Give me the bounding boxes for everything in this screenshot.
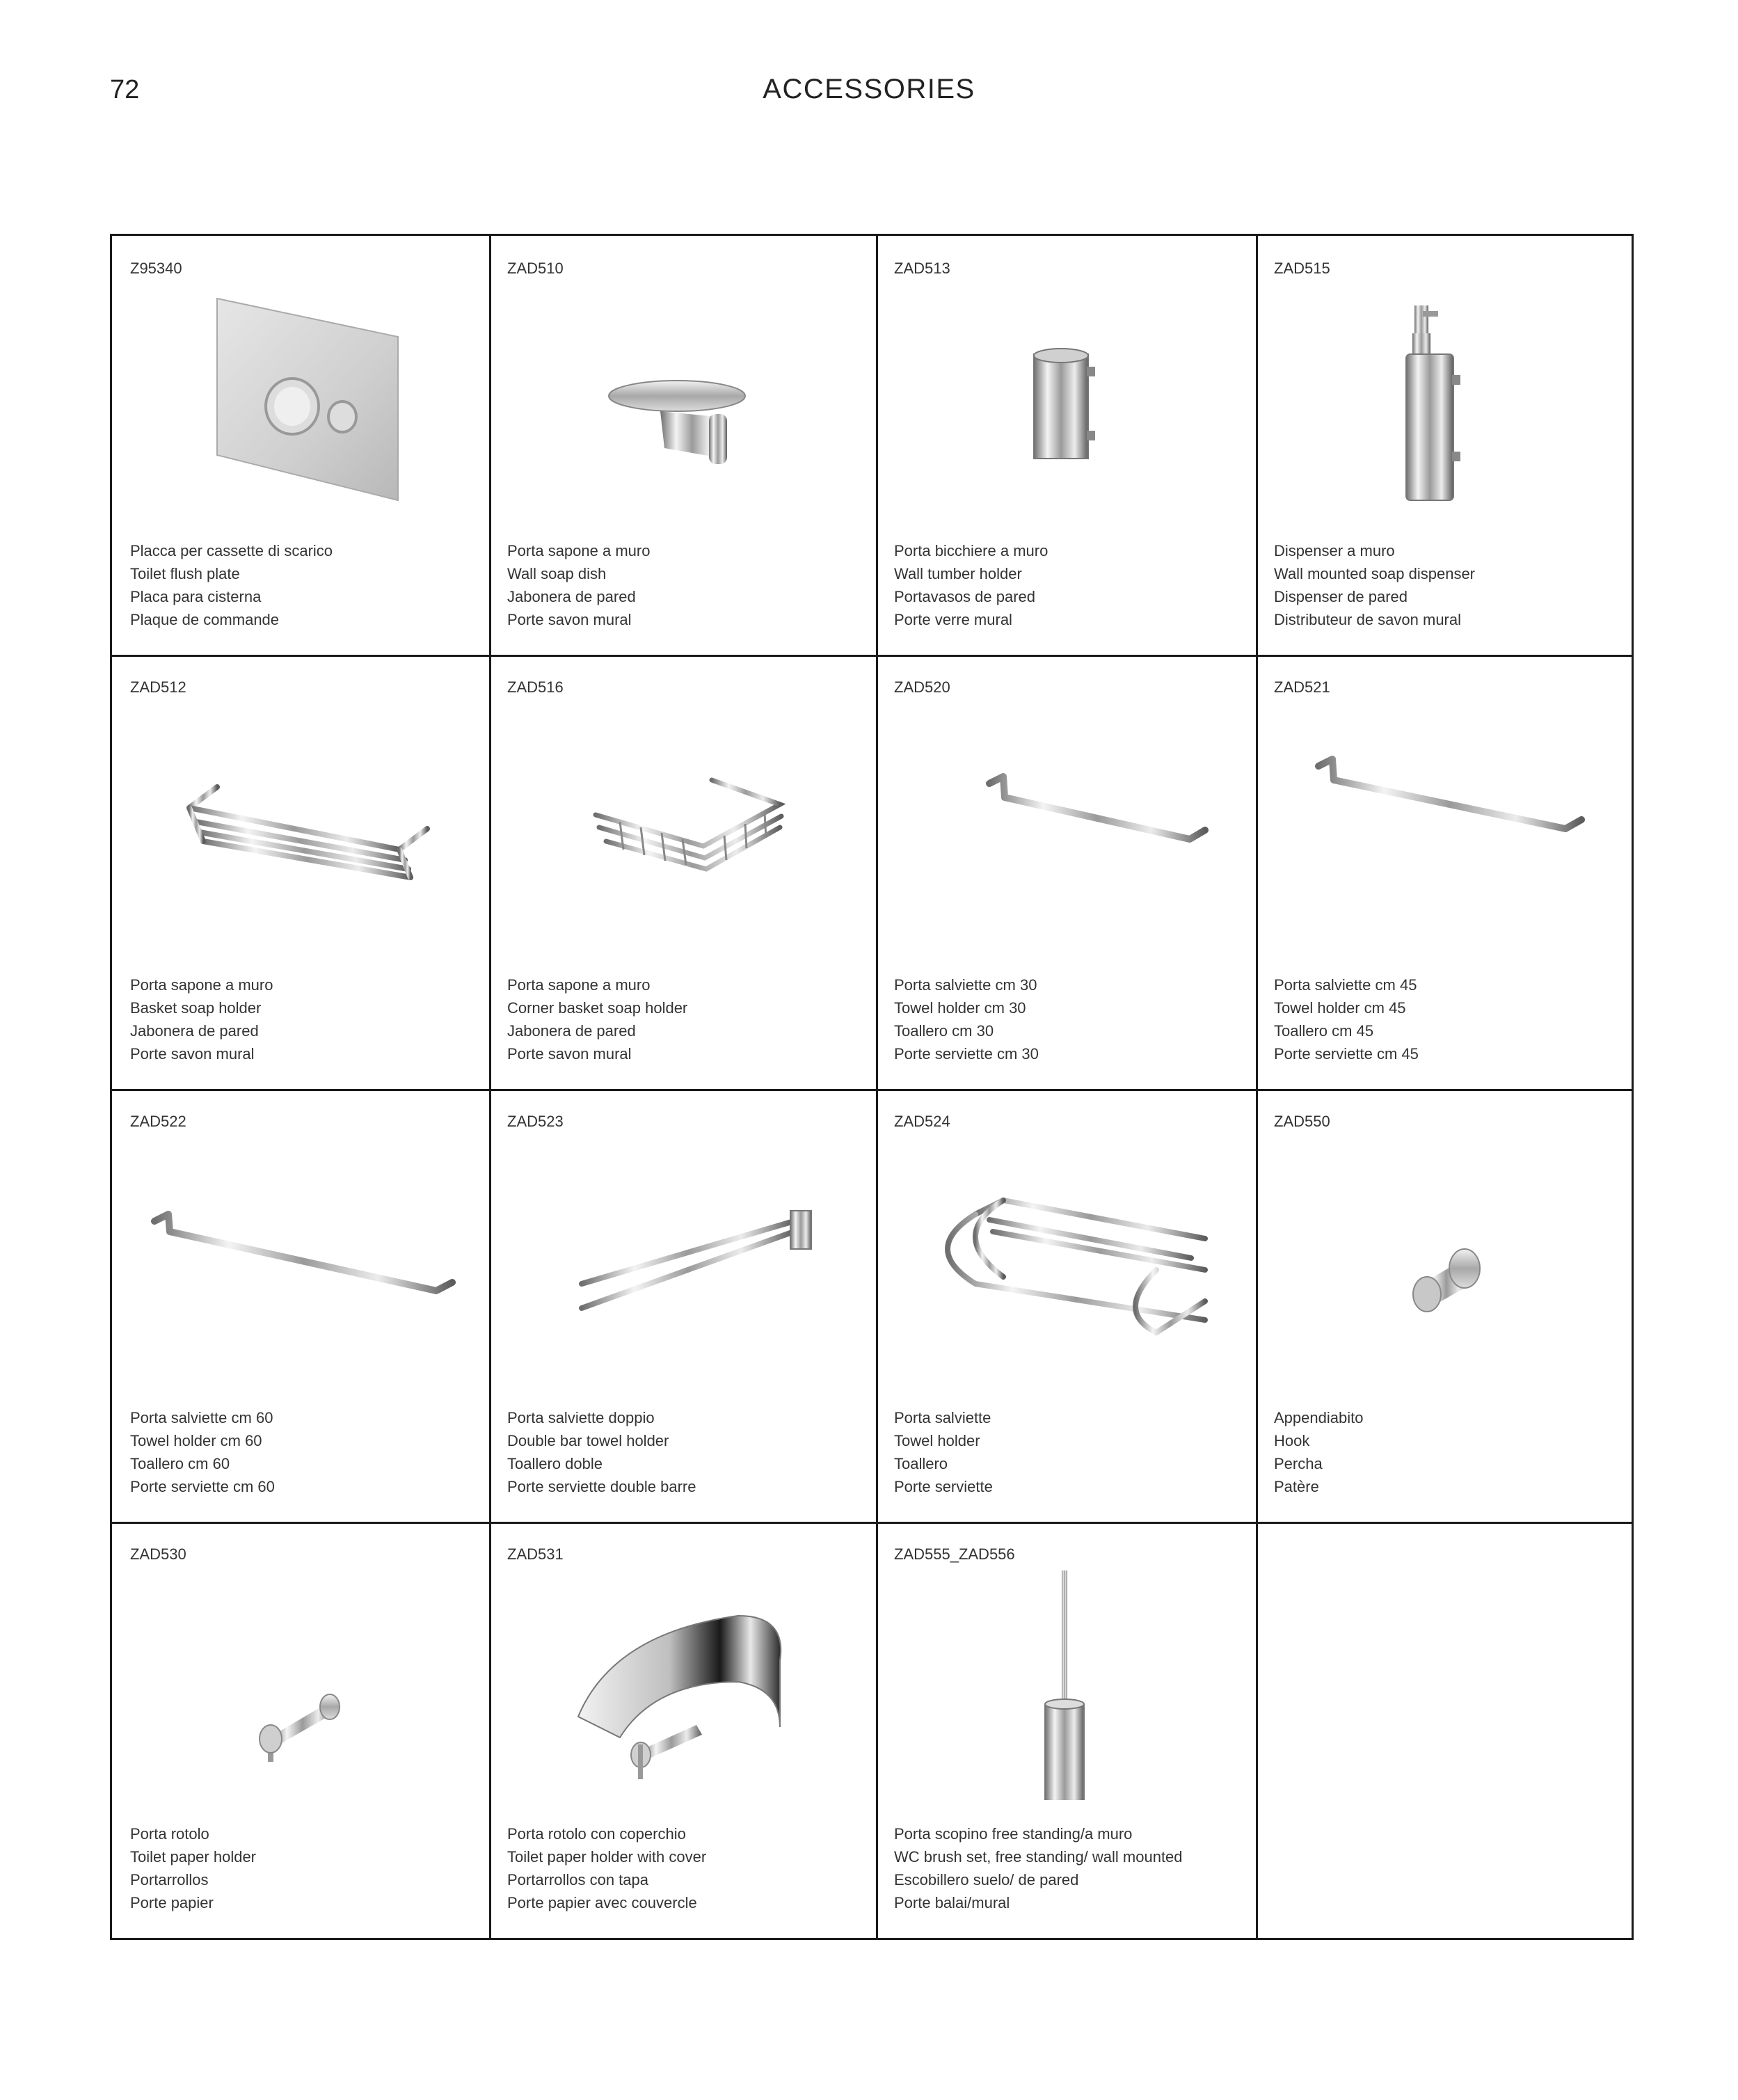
description-line: Toallero cm 30 xyxy=(894,1022,994,1040)
product-code: ZAD555_ZAD556 xyxy=(894,1545,1015,1563)
tumbler-holder-icon xyxy=(876,292,1256,521)
description-line: Porta salviette xyxy=(894,1409,991,1426)
toilet-roll-holder-icon xyxy=(112,1577,489,1807)
description-line: Porta scopino free standing/a muro xyxy=(894,1825,1133,1843)
towel-bar-30-icon xyxy=(876,710,1256,940)
description-line: Escobillero suelo/ de pared xyxy=(894,1871,1079,1888)
product-description xyxy=(130,973,273,1065)
description-line: Dispenser a muro xyxy=(1274,542,1395,559)
description-line: Porte savon mural xyxy=(507,611,632,628)
towel-bar-45-icon xyxy=(1256,710,1632,940)
product-code: ZAD521 xyxy=(1274,678,1330,696)
description-line: Porte serviette xyxy=(894,1478,993,1495)
description-line: Placa para cisterna xyxy=(130,588,262,605)
product-cell xyxy=(876,1522,1256,1938)
product-code: ZAD512 xyxy=(130,678,186,696)
product-description xyxy=(894,1406,993,1498)
description-line: Porte serviette cm 45 xyxy=(1274,1045,1419,1063)
product-description xyxy=(130,1406,275,1498)
product-cell xyxy=(112,655,489,1089)
description-line: Toilet flush plate xyxy=(130,565,240,582)
product-description xyxy=(1274,973,1419,1065)
description-line: Percha xyxy=(1274,1455,1323,1472)
description-line: Towel holder cm 30 xyxy=(894,999,1026,1017)
description-line: Portarrollos xyxy=(130,1871,209,1888)
product-code: ZAD530 xyxy=(130,1545,186,1563)
towel-shelf-icon xyxy=(876,1145,1256,1374)
product-cell xyxy=(489,1089,876,1522)
product-description xyxy=(507,539,650,631)
toilet-brush-icon xyxy=(876,1570,1256,1800)
description-line: Porte serviette cm 30 xyxy=(894,1045,1039,1063)
product-description xyxy=(507,973,687,1065)
description-line: Portarrollos con tapa xyxy=(507,1871,648,1888)
description-line: Wall tumber holder xyxy=(894,565,1022,582)
product-description xyxy=(507,1406,696,1498)
description-line: Toilet paper holder with cover xyxy=(507,1848,707,1866)
description-line: Porte verre mural xyxy=(894,611,1012,628)
description-line: Porte serviette cm 60 xyxy=(130,1478,275,1495)
description-line: Toallero xyxy=(894,1455,948,1472)
description-line: Placca per cassette di scarico xyxy=(130,542,333,559)
product-cell xyxy=(112,236,489,655)
description-line: WC brush set, free standing/ wall mounted xyxy=(894,1848,1183,1866)
covered-roll-holder-icon xyxy=(489,1577,876,1807)
basket-soap-holder-icon xyxy=(112,710,489,940)
product-code: ZAD522 xyxy=(130,1113,186,1130)
description-line: Plaque de commande xyxy=(130,611,280,628)
product-code: ZAD523 xyxy=(507,1113,564,1130)
description-line: Double bar towel holder xyxy=(507,1432,669,1449)
description-line: Wall soap dish xyxy=(507,565,607,582)
product-grid xyxy=(110,234,1634,1940)
description-line: Porte papier xyxy=(130,1894,214,1911)
description-line: Porte balai/mural xyxy=(894,1894,1010,1911)
double-towel-bar-icon xyxy=(489,1145,876,1374)
product-description xyxy=(507,1822,706,1914)
soap-dish-icon xyxy=(489,292,876,521)
product-code: ZAD531 xyxy=(507,1545,564,1563)
soap-dispenser-icon xyxy=(1256,292,1632,521)
description-line: Basket soap holder xyxy=(130,999,262,1017)
description-line: Porta rotolo con coperchio xyxy=(507,1825,686,1843)
page-number: 72 xyxy=(110,75,140,104)
corner-basket-icon xyxy=(489,710,876,940)
description-line: Porte savon mural xyxy=(507,1045,632,1063)
description-line: Towel holder xyxy=(894,1432,980,1449)
flush-plate-icon xyxy=(112,292,489,521)
description-line: Porta rotolo xyxy=(130,1825,209,1843)
hook-icon xyxy=(1256,1145,1632,1374)
product-cell xyxy=(1256,236,1632,655)
description-line: Portavasos de pared xyxy=(894,588,1036,605)
description-line: Towel holder cm 60 xyxy=(130,1432,262,1449)
description-line: Jabonera de pared xyxy=(507,1022,636,1040)
product-description xyxy=(130,1822,256,1914)
description-line: Toilet paper holder xyxy=(130,1848,257,1866)
product-cell xyxy=(1256,655,1632,1089)
product-cell xyxy=(876,1089,1256,1522)
description-line: Towel holder cm 45 xyxy=(1274,999,1406,1017)
description-line: Porta sapone a muro xyxy=(507,542,651,559)
description-line: Porta bicchiere a muro xyxy=(894,542,1049,559)
product-code: ZAD513 xyxy=(894,260,950,277)
description-line: Distributeur de savon mural xyxy=(1274,611,1462,628)
description-line: Toallero cm 45 xyxy=(1274,1022,1374,1040)
description-line: Jabonera de pared xyxy=(130,1022,259,1040)
product-cell xyxy=(876,236,1256,655)
description-line: Hook xyxy=(1274,1432,1310,1449)
product-cell xyxy=(489,655,876,1089)
description-line: Porte serviette double barre xyxy=(507,1478,696,1495)
product-code: ZAD515 xyxy=(1274,260,1330,277)
description-line: Porte savon mural xyxy=(130,1045,255,1063)
description-line: Wall mounted soap dispenser xyxy=(1274,565,1476,582)
description-line: Porta salviette cm 45 xyxy=(1274,976,1417,994)
product-code: ZAD516 xyxy=(507,678,564,696)
description-line: Dispenser de pared xyxy=(1274,588,1408,605)
description-line: Toallero cm 60 xyxy=(130,1455,230,1472)
description-line: Porta sapone a muro xyxy=(507,976,651,994)
product-cell xyxy=(112,1522,489,1938)
product-cell xyxy=(1256,1089,1632,1522)
description-line: Porta salviette doppio xyxy=(507,1409,655,1426)
product-cell xyxy=(489,236,876,655)
product-code: ZAD524 xyxy=(894,1113,950,1130)
product-code: ZAD520 xyxy=(894,678,950,696)
description-line: Porta salviette cm 30 xyxy=(894,976,1037,994)
product-description xyxy=(130,539,333,631)
description-line: Corner basket soap holder xyxy=(507,999,688,1017)
description-line: Toallero doble xyxy=(507,1455,603,1472)
description-line: Appendiabito xyxy=(1274,1409,1364,1426)
description-line: Jabonera de pared xyxy=(507,588,636,605)
description-line: Porta salviette cm 60 xyxy=(130,1409,273,1426)
product-cell xyxy=(489,1522,876,1938)
product-description xyxy=(1274,1406,1363,1498)
product-code: ZAD550 xyxy=(1274,1113,1330,1130)
product-code: Z95340 xyxy=(130,260,182,277)
description-line: Patère xyxy=(1274,1478,1319,1495)
page-title: ACCESSORIES xyxy=(763,74,975,104)
description-line: Porta sapone a muro xyxy=(130,976,273,994)
product-cell xyxy=(112,1089,489,1522)
description-line: Porte papier avec couvercle xyxy=(507,1894,697,1911)
product-code: ZAD510 xyxy=(507,260,564,277)
product-description xyxy=(1274,539,1475,631)
towel-bar-60-icon xyxy=(112,1145,489,1374)
product-cell xyxy=(876,655,1256,1089)
product-description xyxy=(894,539,1048,631)
product-description xyxy=(894,1822,1183,1914)
product-description xyxy=(894,973,1039,1065)
